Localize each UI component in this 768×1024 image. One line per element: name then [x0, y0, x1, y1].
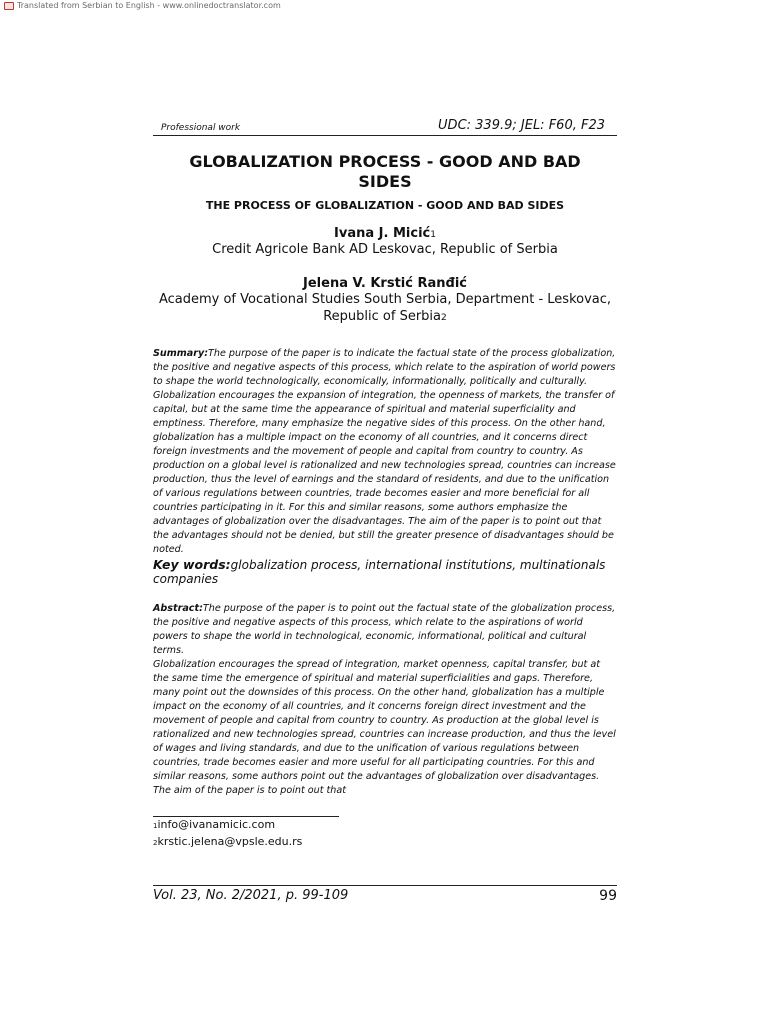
- banner-text: Translated from Serbian to English - www.onlinedoctranslator.com: [17, 1, 281, 10]
- article-type: Professional work: [161, 123, 241, 133]
- udc-code: UDC: 339.9; JEL: F60, F23: [438, 118, 605, 133]
- footnote-1: [153, 817, 617, 834]
- author-2-affiliation: [153, 291, 617, 327]
- author-2-name: Jelena V. Krstić Ranđić: [303, 276, 467, 291]
- footnote-1-number: 1: [153, 822, 158, 830]
- volume-info: Vol. 23, No. 2/2021, p. 99-109: [153, 888, 349, 903]
- page-footer: [153, 885, 617, 904]
- author-2-country: Republic of Serbia: [323, 309, 442, 324]
- article-title: GLOBALIZATION PROCESS - GOOD AND BAD SIDES: [189, 152, 581, 191]
- summary-label: Summary:: [153, 348, 209, 359]
- summary-paragraph: [153, 347, 617, 557]
- keywords: [153, 558, 617, 586]
- page-number: 99: [599, 888, 617, 904]
- article-subtitle: THE PROCESS OF GLOBALIZATION - GOOD AND BAD SIDES: [205, 199, 565, 212]
- header-row: [153, 118, 617, 136]
- author-1-ref: 1: [430, 230, 436, 240]
- footnote-2: [153, 834, 617, 851]
- abstract-text-1: The purpose of the paper is to point out the factual state of the globalization process, the positive and negative aspects of this process, which relate to the aspirations of world powers to shape the world in technological, economic, informational, political and cultural terms.: [153, 603, 616, 656]
- article-page: [153, 118, 617, 851]
- author-1-affiliation: Credit Agricole Bank AD Leskovac, Republic of Serbia: [212, 242, 558, 257]
- abstract-paragraph-2: Globalization encourages the spread of integration, market openness, capital transfer, but at the same time the emergence of spiritual and material superficialities and gaps. Therefore, many point out the downsides of this process. On the other hand, globalization has a multiple impact on the economy of all countries, and it concerns foreign direct investment and the movement of people and capital from country to country. As production at the global level is rationalized and new technologies spread, countries can increase production, and thus the level of wages and living standards, and due to the unification of various regulations between countries, trade becomes easier and more useful for all participating countries. For this and similar reasons, some authors point out the advantages of globalization over disadvantages. The aim of the paper is to point out that: [153, 659, 616, 796]
- keywords-label: Key words:: [153, 557, 231, 572]
- abstract-paragraph: [153, 602, 617, 658]
- author-2-ref: 2: [441, 313, 447, 323]
- footnote-2-number: 2: [153, 839, 158, 847]
- footnote-2-email: krstic.jelena@vpsle.edu.rs: [157, 835, 303, 848]
- author-1-name: [153, 226, 617, 241]
- document-icon: [4, 2, 14, 10]
- author-2-affiliation-line2: [153, 308, 617, 327]
- translator-banner: [4, 0, 281, 12]
- abstract-label: Abstract:: [153, 603, 203, 614]
- author-2-affiliation-line1: Academy of Vocational Studies South Serbia, Department - Leskovac,: [158, 292, 612, 307]
- footnote-1-email: info@ivanamicic.com: [157, 818, 276, 831]
- summary-text: The purpose of the paper is to indicate the factual state of the process globalization, the positive and negative aspects of this process, which relate to the aspiration of world powers to shape the world technologically, economically, informationally, politically and culturally. Globalization encourages the expansion of integration, the openness of markets, the transfer of capital, but at the same time the appearance of spiritual and material superficiality and emptiness. Therefore, many emphasize the negative sides of this process. On the other hand, globalization has a multiple impact on the economy of all countries, and it concerns direct foreign investments and the movement of people and capital from country to country. As production on a global level is rationalized and new technologies spread, countries can increase production, thus the level of earnings and the standard of residents, and due to the unification of various regulations between countries, trade becomes easier and more beneficial for all countries participating in it. For this and similar reasons, some authors emphasize the advantages of globalization over the disadvantages. The aim of the paper is to point out that the advantages should not be denied, but still the greater presence of disadvantages should be noted.: [153, 348, 616, 555]
- keywords-text: globalization process, international institutions, multinationals companies: [153, 558, 606, 586]
- author-1-name-text: Ivana J. Micić: [334, 226, 431, 241]
